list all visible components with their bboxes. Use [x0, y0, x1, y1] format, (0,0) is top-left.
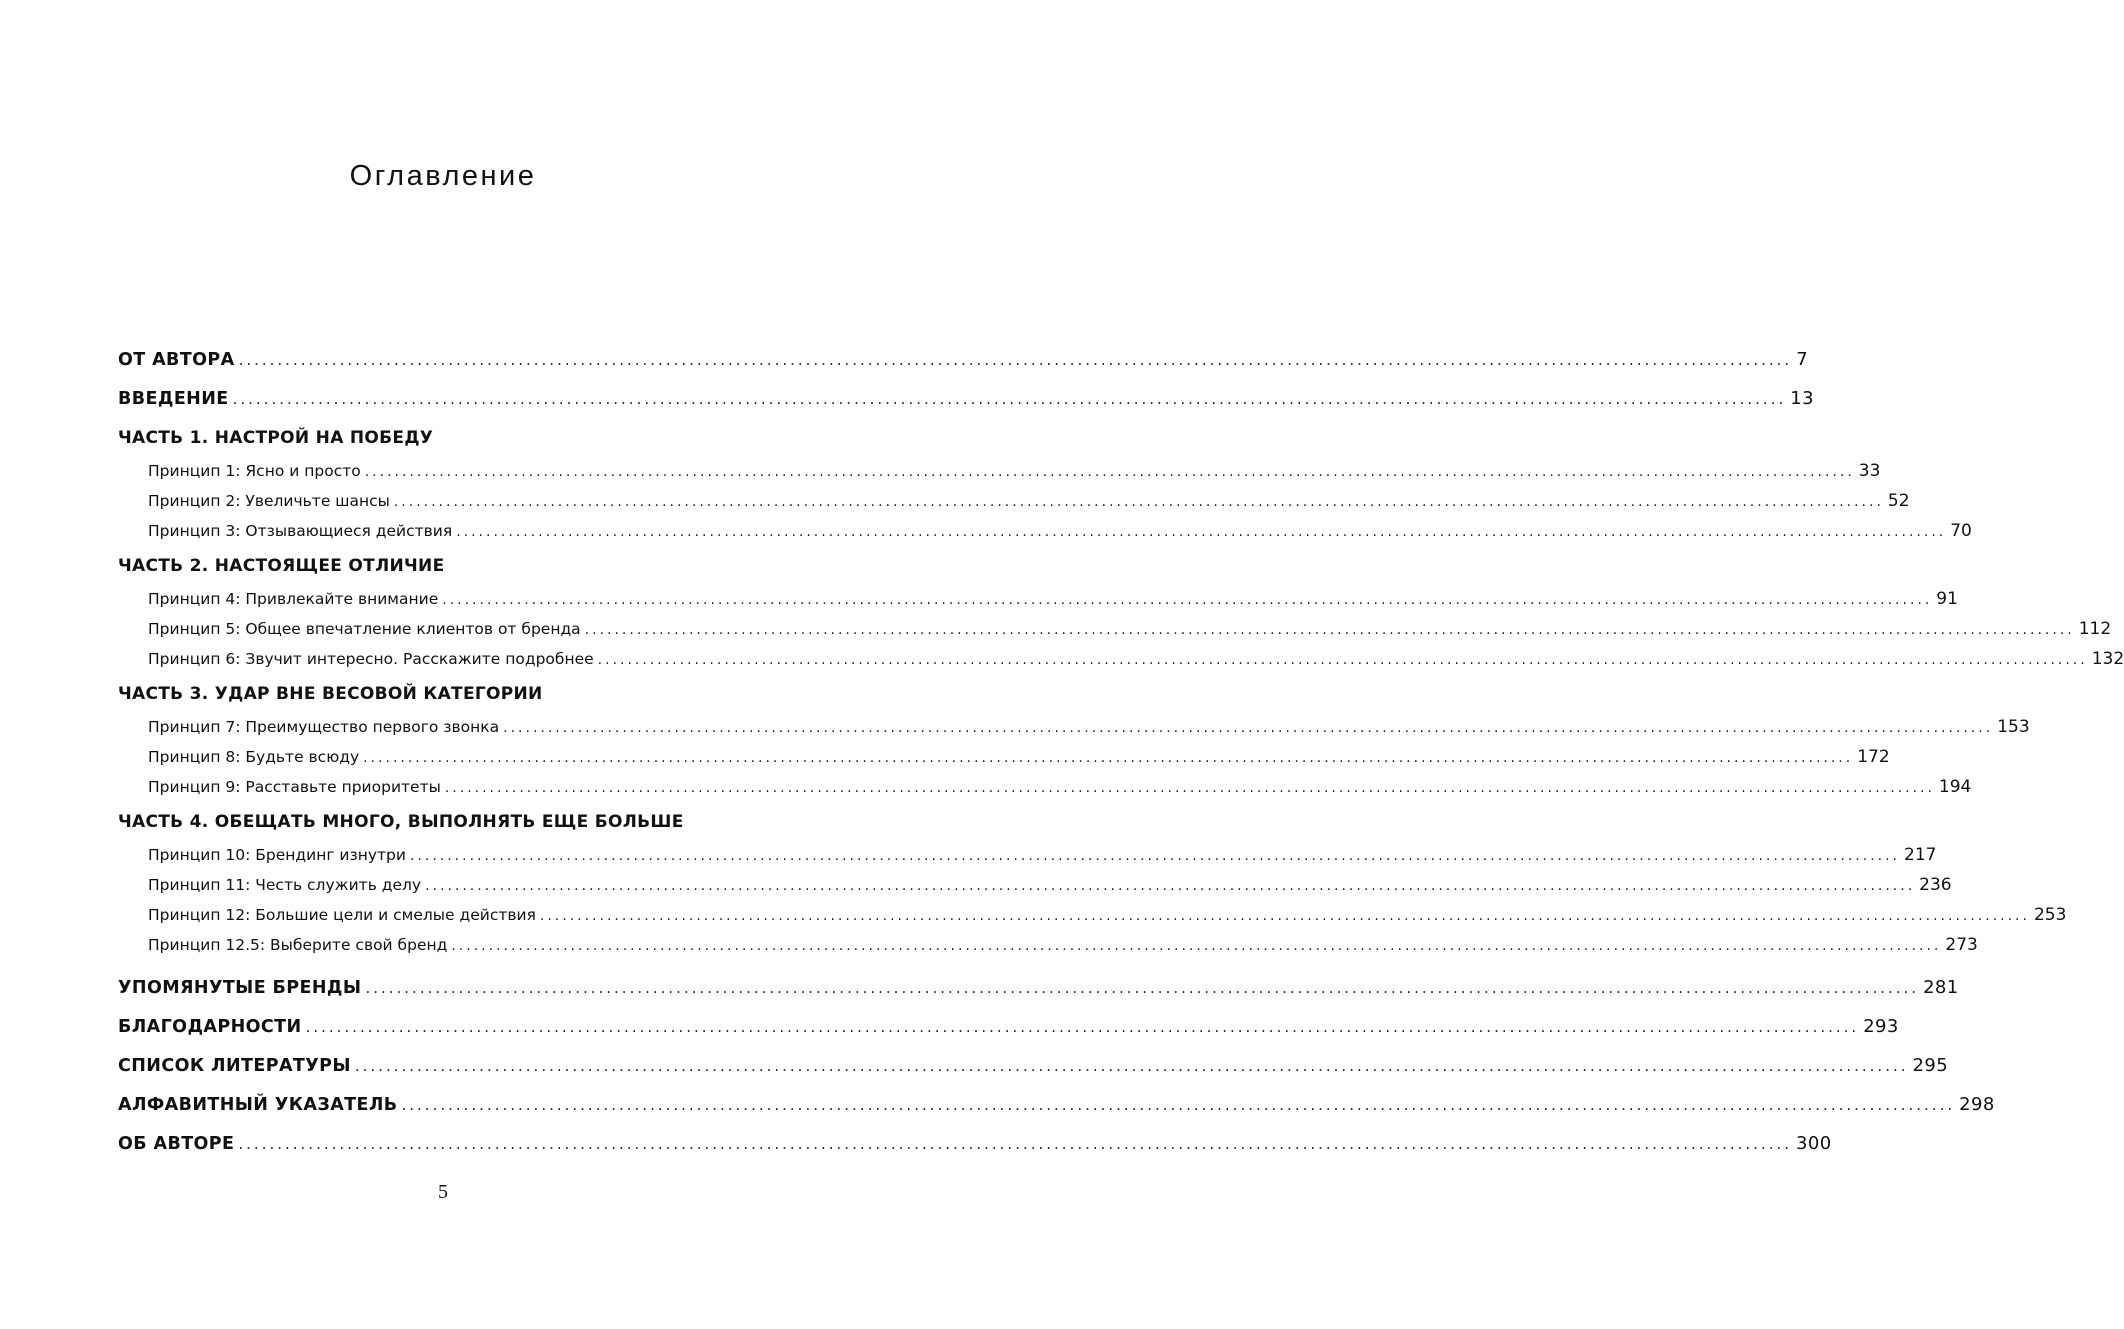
- leader-dots: ........................................................................................................................................................................................................: [539, 908, 2030, 924]
- toc-entry-label: СПИСОК ЛИТЕРАТУРЫ: [118, 1056, 351, 1076]
- toc-entry-label: Принцип 12.5: Выберите свой бренд: [148, 936, 448, 954]
- toc-entry-label: Принцип 8: Будьте всюду: [148, 748, 360, 766]
- toc-entry-label: ВВЕДЕНИЕ: [118, 389, 229, 409]
- toc-entry-page: 295: [1912, 1055, 1949, 1076]
- toc-entry-page: 112: [2078, 619, 2112, 639]
- page-title: Оглавление: [349, 160, 537, 192]
- toc-entry-page: 236: [1919, 875, 1952, 895]
- leader-dots: ........................................................................................................................................................................................................: [238, 1135, 1793, 1153]
- toc-entry-principle[interactable]: [118, 870, 1952, 900]
- leader-dots: ........................................................................................................................................................................................................: [354, 1057, 1909, 1075]
- leader-dots: ........................................................................................................................................................................................................: [584, 622, 2075, 638]
- toc-entry-principle[interactable]: [118, 614, 2112, 644]
- leader-dots: ........................................................................................................................................................................................................: [401, 1096, 1956, 1114]
- toc-entry-page: 194: [1938, 777, 1972, 797]
- toc-entry-from-author[interactable]: [118, 340, 1809, 379]
- toc-entry-page: 52: [1887, 491, 1910, 511]
- toc-entry-page: 91: [1936, 589, 1958, 609]
- leader-dots: ........................................................................................................................................................................................................: [409, 848, 1901, 864]
- toc-entry-index[interactable]: [118, 1085, 1995, 1124]
- toc-entry-page: 33: [1858, 461, 1881, 481]
- toc-entry-page: 293: [1863, 1016, 1899, 1037]
- toc-entry-label: Принцип 1: Ясно и просто: [148, 462, 361, 480]
- table-of-contents: [118, 340, 2124, 1163]
- leader-dots: ........................................................................................................................................................................................................: [393, 494, 1884, 510]
- toc-entry-page: 298: [1959, 1094, 1995, 1115]
- toc-entry-page: 70: [1950, 521, 1972, 541]
- toc-entry-page: 7: [1796, 349, 1809, 370]
- toc-entry-principle[interactable]: [118, 900, 2067, 930]
- page-number: 5: [438, 1181, 448, 1203]
- toc-entry-label: Принцип 3: Отзывающиеся действия: [148, 522, 453, 540]
- part-heading-1[interactable]: ЧАСТЬ 1. НАСТРОЙ НА ПОБЕДУ: [118, 428, 434, 448]
- leader-dots: ........................................................................................................................................................................................................: [503, 720, 1994, 736]
- toc-entry-introduction[interactable]: [118, 379, 1814, 418]
- leader-dots: ........................................................................................................................................................................................................: [365, 979, 1920, 997]
- toc-entry-page: 172: [1857, 747, 1890, 767]
- toc-entry-label: АЛФАВИТНЫЙ УКАЗАТЕЛЬ: [118, 1095, 398, 1115]
- toc-entry-principle[interactable]: [118, 644, 2124, 674]
- toc-entry-page: 153: [1997, 717, 2030, 737]
- toc-entry-principle[interactable]: [118, 516, 1972, 546]
- toc-entry-principle[interactable]: [118, 772, 1972, 802]
- toc-entry-label: Принцип 4: Привлекайте внимание: [148, 590, 439, 608]
- leader-dots: ........................................................................................................................................................................................................: [305, 1018, 1860, 1036]
- toc-entry-page: 300: [1796, 1133, 1832, 1154]
- toc-entry-page: 217: [1904, 845, 1937, 865]
- toc-entry-label: Принцип 5: Общее впечатление клиентов от бренда: [148, 620, 581, 638]
- toc-entry-page: 132: [2091, 649, 2124, 669]
- toc-entry-page: 281: [1923, 977, 1959, 998]
- toc-entry-bibliography[interactable]: [118, 1046, 1949, 1085]
- toc-entry-label: Принцип 10: Брендинг изнутри: [148, 846, 406, 864]
- leader-dots: ........................................................................................................................................................................................................: [232, 390, 1787, 408]
- part-heading-4[interactable]: ЧАСТЬ 4. ОБЕЩАТЬ МНОГО, ВЫПОЛНЯТЬ ЕЩЕ БОЛЬШЕ: [118, 812, 684, 832]
- leader-dots: ........................................................................................................................................................................................................: [238, 351, 1793, 369]
- leader-dots: ........................................................................................................................................................................................................: [451, 938, 1942, 954]
- toc-entry-principle[interactable]: [118, 712, 2030, 742]
- toc-entry-label: Принцип 7: Преимущество первого звонка: [148, 718, 500, 736]
- toc-entry-principle[interactable]: [118, 584, 1958, 614]
- toc-entry-label: ОБ АВТОРЕ: [118, 1134, 235, 1154]
- toc-entry-page: 253: [2033, 905, 2067, 925]
- toc-entry-label: УПОМЯНУТЫЕ БРЕНДЫ: [118, 978, 362, 998]
- toc-entry-page: 13: [1790, 388, 1814, 409]
- leader-dots: ........................................................................................................................................................................................................: [425, 878, 1916, 894]
- toc-entry-principle[interactable]: [118, 456, 1881, 486]
- toc-entry-label: Принцип 12: Большие цели и смелые действия: [148, 906, 536, 924]
- part-heading-2[interactable]: ЧАСТЬ 2. НАСТОЯЩЕЕ ОТЛИЧИЕ: [118, 556, 445, 576]
- toc-entry-label: Принцип 6: Звучит интересно. Расскажите подробнее: [148, 650, 594, 668]
- leader-dots: ........................................................................................................................................................................................................: [444, 780, 1935, 796]
- toc-entry-label: ОТ АВТОРА: [118, 350, 235, 370]
- leader-dots: ........................................................................................................................................................................................................: [442, 592, 1933, 608]
- leader-dots: ........................................................................................................................................................................................................: [364, 464, 1855, 480]
- leader-dots: ........................................................................................................................................................................................................: [363, 750, 1854, 766]
- toc-entry-acknowledgements[interactable]: [118, 1007, 1899, 1046]
- toc-entry-principle[interactable]: [118, 930, 1978, 960]
- part-heading-3[interactable]: ЧАСТЬ 3. УДАР ВНЕ ВЕСОВОЙ КАТЕГОРИИ: [118, 684, 543, 704]
- toc-entry-label: Принцип 9: Расставьте приоритеты: [148, 778, 441, 796]
- leader-dots: ........................................................................................................................................................................................................: [597, 652, 2088, 668]
- toc-entry-principle[interactable]: [118, 742, 1890, 772]
- toc-entry-label: БЛАГОДАРНОСТИ: [118, 1017, 302, 1037]
- toc-entry-principle[interactable]: [118, 486, 1910, 516]
- toc-entry-about-author[interactable]: [118, 1124, 1832, 1163]
- toc-entry-brands[interactable]: [118, 968, 1959, 1007]
- toc-entry-label: Принцип 11: Честь служить делу: [148, 876, 422, 894]
- toc-entry-page: 273: [1945, 935, 1978, 955]
- toc-entry-label: Принцип 2: Увеличьте шансы: [148, 492, 390, 510]
- leader-dots: ........................................................................................................................................................................................................: [456, 524, 1947, 540]
- toc-entry-principle[interactable]: [118, 840, 1937, 870]
